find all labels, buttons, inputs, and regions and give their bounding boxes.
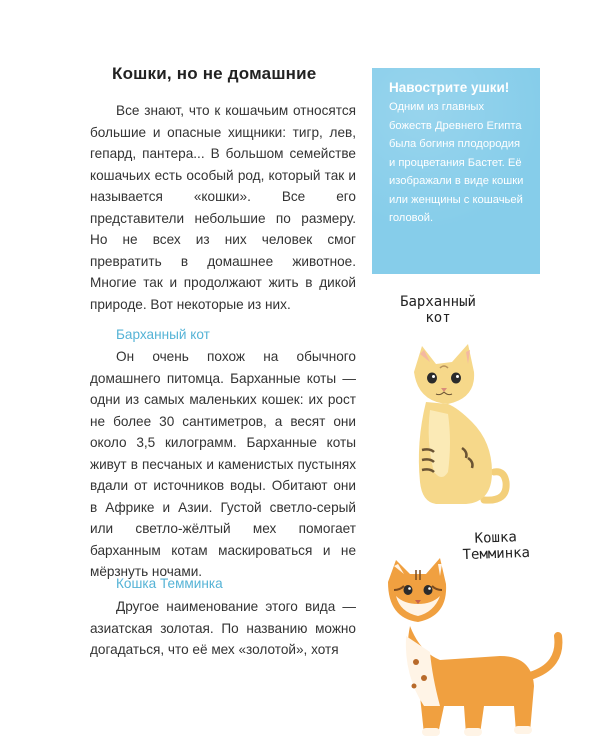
page-title: Кошки, но не домашние (112, 64, 317, 83)
sand-cat-label (388, 294, 488, 326)
temminck-label-line2: Темминка (462, 544, 531, 564)
fact-box (372, 68, 540, 274)
temminck-text: Другое наименование этого вида — азиатская золотая. По названию можно догадаться, что её мех «золотой», хотя (90, 599, 356, 657)
sand-cat-text: Он очень похож на обычного домашнего питомца. Барханные коты — одни из самых маленьких кошек: их рост не более 30 сантиметров, а весят они около 3,5 килограмм. Барханные коты живут в песчаных и каменистых пустынях вдали от источников воды. Обитают они в Африке и Азии. Густой светло-серый или светло-жёлтый мех помогает барханным котам маскироваться и не мёрзнуть ночами. (90, 349, 356, 579)
fact-box-text: Одним из главных божеств Древнего Египта была богиня плодородия и процветания Бастет. Её изображали в виде кошки или женщины с кошачьей головой. (389, 101, 524, 224)
temminck-label-line1: Кошка (474, 529, 518, 547)
sand-cat-label-line1: Барханный (400, 294, 476, 310)
intro-paragraph (90, 100, 356, 315)
sand-cat-label-line2: кот (425, 310, 451, 326)
intro-text: Все знают, что к кошачьим относятся большие и опасные хищники: тигр, лев, гепард, пантера... В большом семействе кошачьих есть особый род, который так и называется «кошки». Все его представители небольшие по размеру. Но не всех из них человек смог превратить в домашнее животное. Многие так и продолжают жить в дикой природе. Вот некоторые из них. (90, 103, 356, 312)
section-heading-sand-cat: Барханный кот (116, 327, 210, 342)
section-heading-temminck: Кошка Темминка (116, 576, 223, 591)
temminck-cat-illustration (380, 556, 570, 746)
sand-cat-paragraph (90, 346, 356, 583)
temminck-paragraph (90, 596, 356, 661)
fact-box-title: Навострите ушки! (389, 80, 510, 95)
sand-cat-illustration (396, 332, 516, 512)
